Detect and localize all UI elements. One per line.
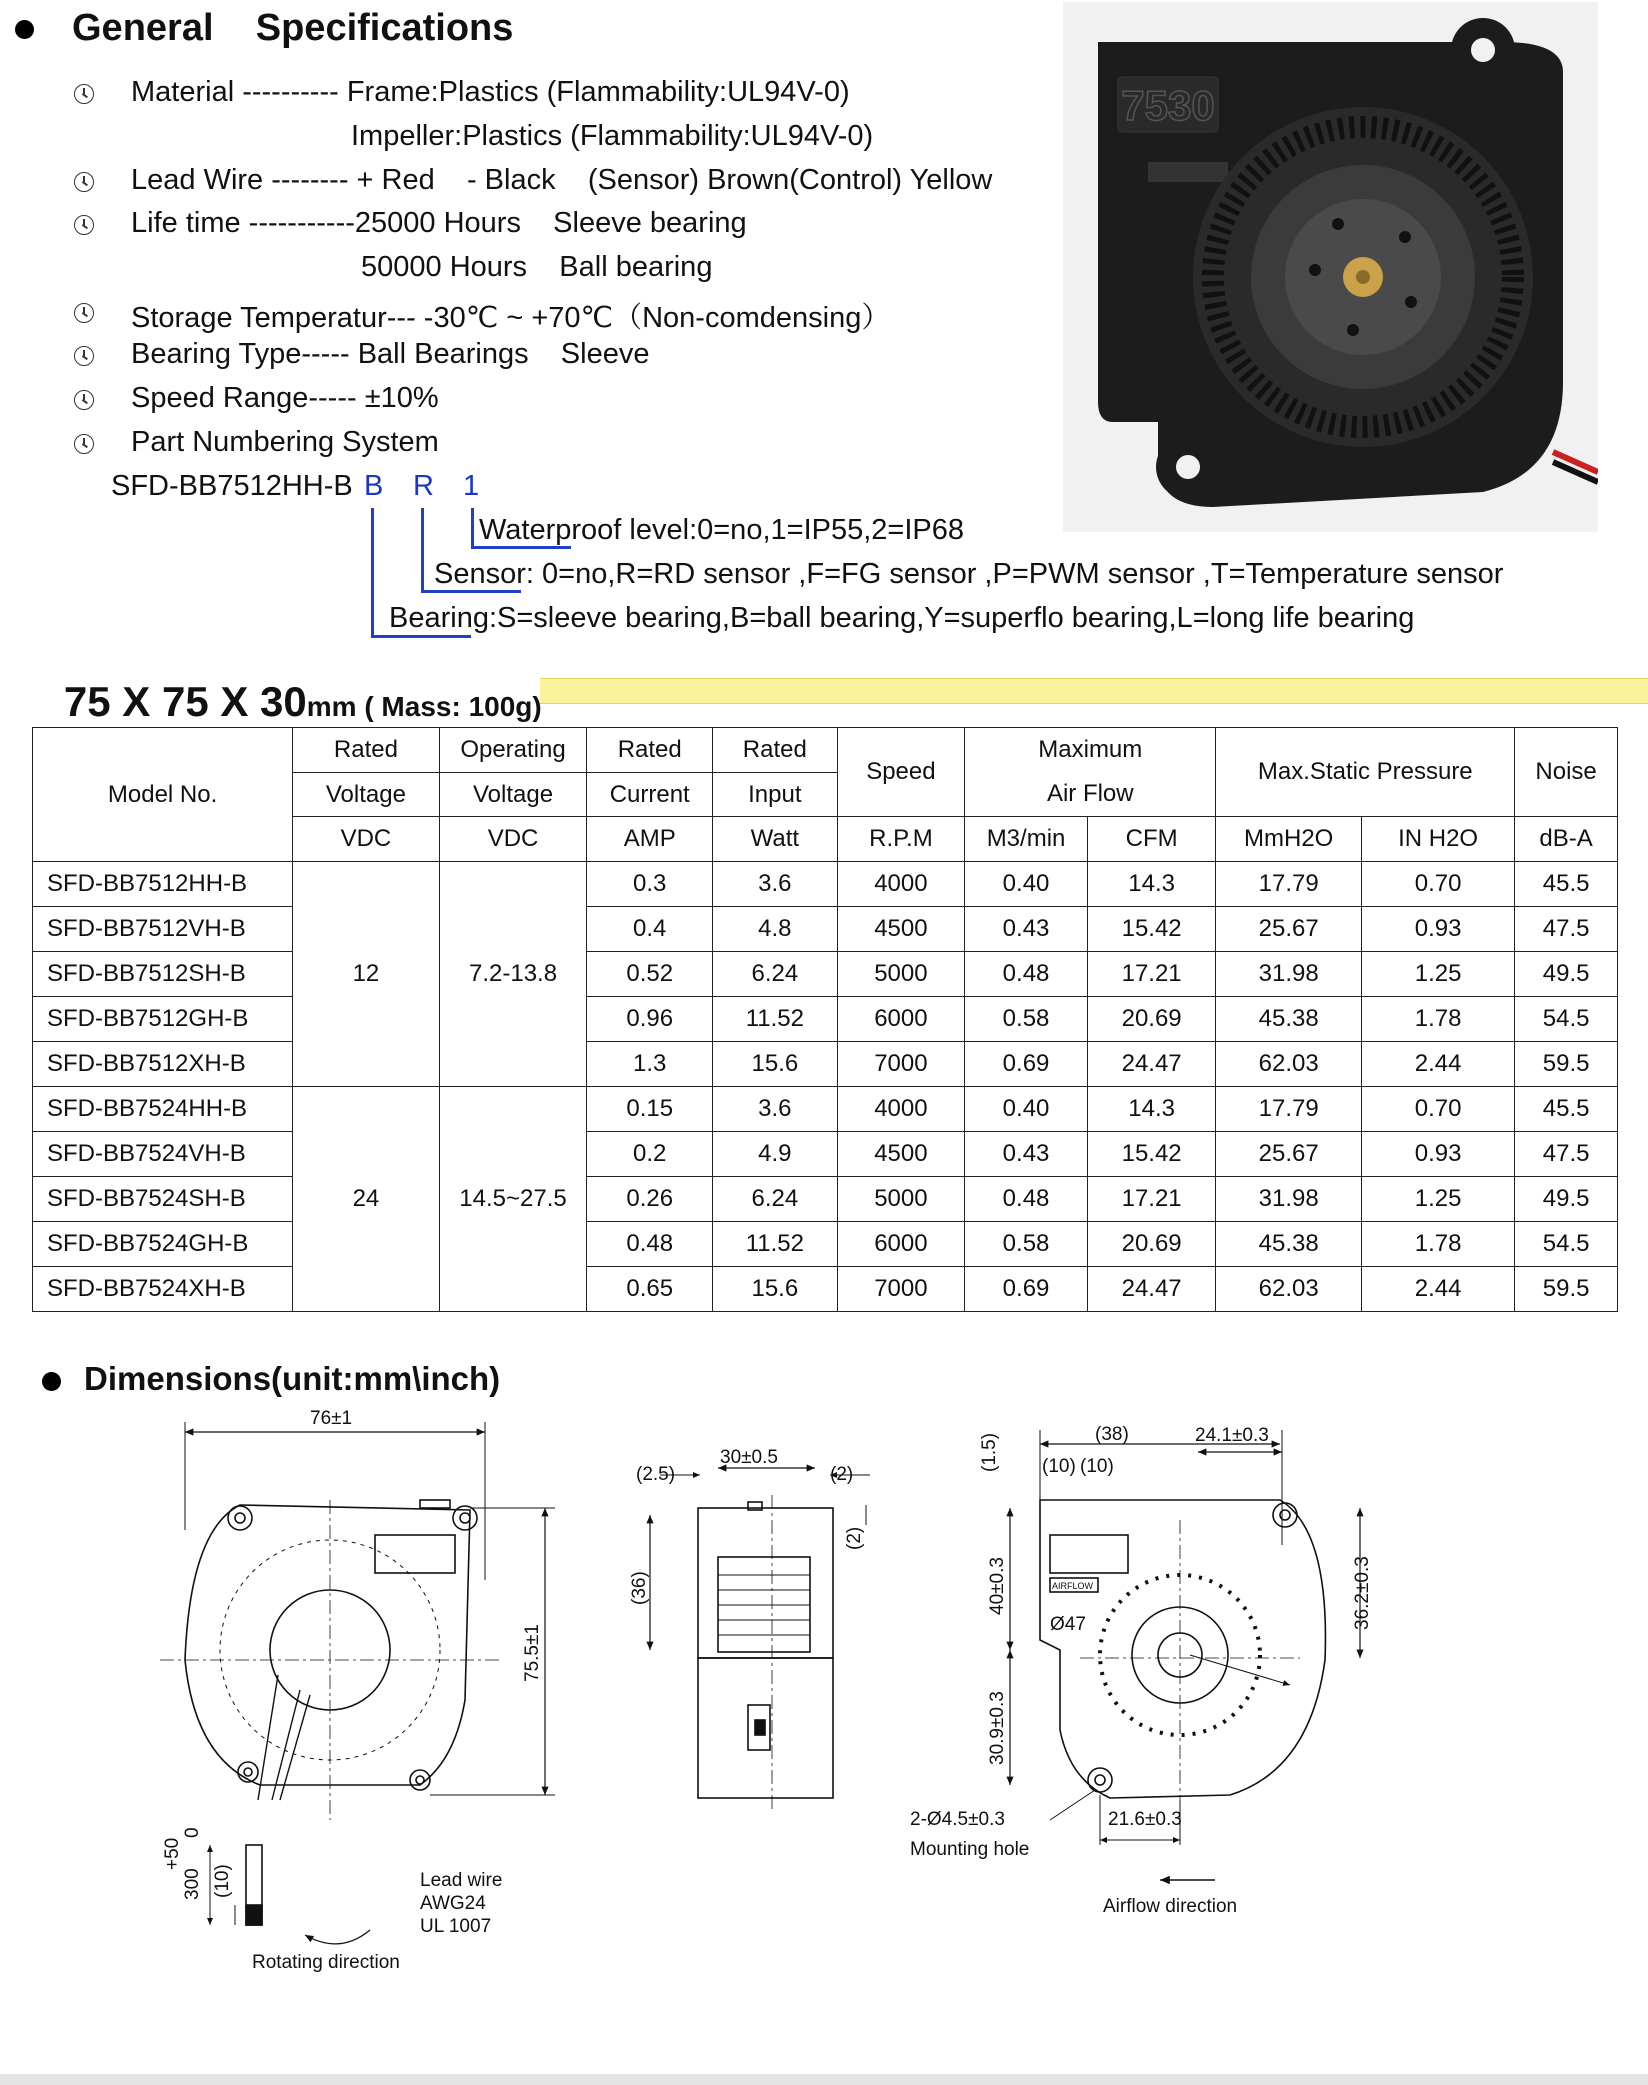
side-right-v: (2) bbox=[844, 1526, 865, 1550]
size-value: 75 X 75 X 30 bbox=[63, 678, 307, 725]
table-cell: 0.40 bbox=[965, 862, 1088, 907]
lead-wire-awg: AWG24 bbox=[420, 1893, 486, 1914]
dimension-drawings bbox=[0, 1400, 1648, 2000]
model-cell: SFD-BB7512HH-B bbox=[33, 862, 293, 907]
table-cell: 1.25 bbox=[1361, 1177, 1514, 1222]
table-cell: 2.44 bbox=[1361, 1267, 1514, 1312]
table-cell: 0.70 bbox=[1361, 1087, 1514, 1132]
table-cell: 6.24 bbox=[713, 952, 838, 997]
unit-cell: R.P.M bbox=[837, 817, 965, 862]
header-rated-current-1: Rated bbox=[587, 728, 713, 773]
table-cell: 14.3 bbox=[1087, 862, 1216, 907]
size-highlight-bar bbox=[540, 678, 1648, 704]
model-cell: SFD-BB7512VH-B bbox=[33, 907, 293, 952]
table-cell: 25.67 bbox=[1216, 907, 1362, 952]
back-v40: 40±0.3 bbox=[987, 1557, 1008, 1615]
spec-material: Material ---------- Frame:Plastics (Flammability:UL94V-0) bbox=[131, 76, 850, 108]
table-cell: 0.93 bbox=[1361, 1132, 1514, 1177]
dimensions-bullet bbox=[42, 1372, 61, 1391]
table-row bbox=[33, 1222, 1618, 1267]
back-w216: 21.6±0.3 bbox=[1108, 1809, 1182, 1830]
table-cell: 15.6 bbox=[713, 1267, 838, 1312]
table-cell: 20.69 bbox=[1087, 997, 1216, 1042]
table-cell: 25.67 bbox=[1216, 1132, 1362, 1177]
header-max-static: Max.Static Pressure bbox=[1216, 728, 1515, 817]
size-unit: mm bbox=[306, 691, 357, 722]
table-cell: 0.26 bbox=[587, 1177, 713, 1222]
table-row bbox=[33, 1042, 1618, 1087]
part-code-sensor: R bbox=[413, 470, 434, 502]
table-row bbox=[33, 907, 1618, 952]
lead-wire-ul: UL 1007 bbox=[420, 1916, 492, 1937]
table-cell: 4500 bbox=[837, 907, 965, 952]
back-v362: 36.2±0.3 bbox=[1352, 1556, 1373, 1630]
unit-cell: AMP bbox=[587, 817, 713, 862]
header-operating-voltage-1: Operating bbox=[439, 728, 587, 773]
front-height-dim: 75.5±1 bbox=[522, 1624, 543, 1682]
unit-cell: VDC bbox=[439, 817, 587, 862]
table-cell: 1.25 bbox=[1361, 952, 1514, 997]
section-bullet bbox=[15, 20, 34, 39]
back-v309: 30.9±0.3 bbox=[987, 1691, 1008, 1765]
table-cell: 47.5 bbox=[1515, 1132, 1618, 1177]
spec-bullet-icon bbox=[74, 303, 94, 323]
table-cell: 5000 bbox=[837, 952, 965, 997]
spec-bullet-icon bbox=[74, 172, 94, 192]
spec-table bbox=[32, 727, 1618, 1312]
table-cell: 0.3 bbox=[587, 862, 713, 907]
table-cell: 15.42 bbox=[1087, 1132, 1216, 1177]
table-cell: 17.79 bbox=[1216, 1087, 1362, 1132]
table-cell: 17.21 bbox=[1087, 952, 1216, 997]
page-footer-band bbox=[0, 2074, 1648, 2085]
table-cell: 0.69 bbox=[965, 1042, 1088, 1087]
header-noise: Noise bbox=[1515, 728, 1618, 817]
bracket-waterproof bbox=[471, 508, 474, 548]
spec-storage-temp: Storage Temperatur--- -30℃ ~ +70℃（Non-comdensing） bbox=[131, 302, 891, 334]
table-cell: 4.8 bbox=[713, 907, 838, 952]
table-cell: 31.98 bbox=[1216, 1177, 1362, 1222]
table-cell: 0.48 bbox=[965, 1177, 1088, 1222]
model-cell: SFD-BB7512GH-B bbox=[33, 997, 293, 1042]
table-cell: 1.3 bbox=[587, 1042, 713, 1087]
table-cell: 0.48 bbox=[587, 1222, 713, 1267]
header-speed: Speed bbox=[837, 728, 965, 817]
unit-cell: dB-A bbox=[1515, 817, 1618, 862]
table-cell: 1.78 bbox=[1361, 997, 1514, 1042]
lead-length-dim: 300 bbox=[182, 1868, 203, 1900]
table-cell: 0.43 bbox=[965, 1132, 1088, 1177]
table-cell: 0.69 bbox=[965, 1267, 1088, 1312]
table-cell: 15.6 bbox=[713, 1042, 838, 1087]
mounting-holes-dim: 2-Ø4.5±0.3 bbox=[910, 1809, 1005, 1830]
table-cell: 45.5 bbox=[1515, 1087, 1618, 1132]
bracket-bearing bbox=[371, 508, 374, 638]
operating-voltage-cell: 14.5~27.5 bbox=[439, 1087, 587, 1312]
lead-tol-plus: +50 bbox=[162, 1837, 183, 1870]
table-cell: 20.69 bbox=[1087, 1222, 1216, 1267]
table-cell: 17.79 bbox=[1216, 862, 1362, 907]
table-cell: 4500 bbox=[837, 1132, 965, 1177]
header-rated-input-1: Rated bbox=[713, 728, 838, 773]
table-cell: 6.24 bbox=[713, 1177, 838, 1222]
part-number-base: SFD-BB7512HH-B bbox=[111, 470, 353, 502]
table-cell: 4000 bbox=[837, 1087, 965, 1132]
airflow-tag: AIRFLOW bbox=[1052, 1581, 1094, 1591]
table-cell: 0.65 bbox=[587, 1267, 713, 1312]
sensor-legend: Sensor: 0=no,R=RD sensor ,F=FG sensor ,P=PWM sensor ,T=Temperature sensor bbox=[434, 558, 1504, 590]
front-width-dim: 76±1 bbox=[310, 1408, 353, 1429]
part-code-bearing: B bbox=[364, 470, 384, 502]
table-cell: 0.2 bbox=[587, 1132, 713, 1177]
strip-length-dim: (10) bbox=[212, 1864, 233, 1898]
fan-model-label: 7530 bbox=[1121, 82, 1215, 129]
spec-life-time: Life time -----------25000 Hours Sleeve bearing bbox=[131, 207, 747, 239]
side-right-offset: (2) bbox=[830, 1464, 854, 1485]
table-cell: 54.5 bbox=[1515, 1222, 1618, 1267]
table-cell: 0.48 bbox=[965, 952, 1088, 997]
side-left-offset: (2.5) bbox=[636, 1464, 676, 1485]
table-cell: 62.03 bbox=[1216, 1042, 1362, 1087]
unit-cell: VDC bbox=[293, 817, 440, 862]
rotating-direction-label: Rotating direction bbox=[252, 1952, 400, 1973]
bracket-sensor bbox=[421, 508, 424, 593]
table-cell: 0.58 bbox=[965, 997, 1088, 1042]
table-cell: 17.21 bbox=[1087, 1177, 1216, 1222]
table-cell: 45.38 bbox=[1216, 1222, 1362, 1267]
table-row bbox=[33, 1267, 1618, 1312]
table-cell: 45.38 bbox=[1216, 997, 1362, 1042]
mounting-hole-label: Mounting hole bbox=[910, 1839, 1030, 1860]
fan-photo bbox=[1063, 2, 1598, 532]
general-specs-title: General Specifications bbox=[72, 7, 514, 49]
table-cell: 0.4 bbox=[587, 907, 713, 952]
spec-bullet-icon bbox=[74, 346, 94, 366]
table-cell: 3.6 bbox=[713, 1087, 838, 1132]
mass-value: ( Mass: 100g) bbox=[356, 691, 542, 722]
table-cell: 24.47 bbox=[1087, 1267, 1216, 1312]
table-cell: 1.78 bbox=[1361, 1222, 1514, 1267]
lead-wire-label: Lead wire bbox=[420, 1870, 503, 1891]
model-cell: SFD-BB7524SH-B bbox=[33, 1177, 293, 1222]
unit-cell: IN H2O bbox=[1361, 817, 1514, 862]
part-code-waterproof: 1 bbox=[463, 470, 480, 502]
header-rated-input-2: Input bbox=[713, 773, 838, 817]
lead-tol-zero: 0 bbox=[182, 1827, 203, 1838]
header-model: Model No. bbox=[33, 728, 293, 862]
unit-cell: Watt bbox=[713, 817, 838, 862]
spec-bullet-icon bbox=[74, 215, 94, 235]
operating-voltage-cell: 7.2-13.8 bbox=[439, 862, 587, 1087]
table-cell: 59.5 bbox=[1515, 1042, 1618, 1087]
table-row bbox=[33, 952, 1618, 997]
table-cell: 5000 bbox=[837, 1177, 965, 1222]
table-cell: 11.52 bbox=[713, 997, 838, 1042]
model-cell: SFD-BB7524XH-B bbox=[33, 1267, 293, 1312]
waterproof-legend: Waterproof level:0=no,1=IP55,2=IP68 bbox=[479, 514, 964, 546]
model-cell: SFD-BB7512SH-B bbox=[33, 952, 293, 997]
table-row bbox=[33, 1087, 1618, 1132]
table-cell: 0.15 bbox=[587, 1087, 713, 1132]
header-operating-voltage-2: Voltage bbox=[439, 773, 587, 817]
side-height-dim: (36) bbox=[629, 1571, 650, 1605]
table-row bbox=[33, 1132, 1618, 1177]
table-cell: 54.5 bbox=[1515, 997, 1618, 1042]
table-cell: 49.5 bbox=[1515, 1177, 1618, 1222]
header-rated-voltage-1: Rated bbox=[293, 728, 440, 773]
table-row bbox=[33, 997, 1618, 1042]
table-cell: 4000 bbox=[837, 862, 965, 907]
table-cell: 3.6 bbox=[713, 862, 838, 907]
table-cell: 2.44 bbox=[1361, 1042, 1514, 1087]
side-thickness-dim: 30±0.5 bbox=[720, 1447, 778, 1468]
back-dia47: Ø47 bbox=[1050, 1614, 1086, 1635]
spec-bullet-icon bbox=[74, 390, 94, 410]
table-cell: 14.3 bbox=[1087, 1087, 1216, 1132]
spec-lead-wire: Lead Wire -------- + Red - Black (Sensor) Brown(Control) Yellow bbox=[131, 164, 993, 196]
unit-cell: M3/min bbox=[965, 817, 1088, 862]
back-top-38: (38) bbox=[1095, 1424, 1129, 1445]
model-cell: SFD-BB7512XH-B bbox=[33, 1042, 293, 1087]
table-cell: 59.5 bbox=[1515, 1267, 1618, 1312]
model-cell: SFD-BB7524GH-B bbox=[33, 1222, 293, 1267]
table-cell: 11.52 bbox=[713, 1222, 838, 1267]
back-ten-1: (10) bbox=[1042, 1456, 1076, 1477]
table-cell: 0.93 bbox=[1361, 907, 1514, 952]
table-cell: 15.42 bbox=[1087, 907, 1216, 952]
table-cell: 24.47 bbox=[1087, 1042, 1216, 1087]
table-cell: 7000 bbox=[837, 1267, 965, 1312]
airflow-direction-label: Airflow direction bbox=[1103, 1896, 1238, 1917]
unit-cell: CFM bbox=[1087, 817, 1216, 862]
header-max-air-flow-2: Air Flow bbox=[965, 773, 1216, 817]
table-cell: 7000 bbox=[837, 1042, 965, 1087]
table-cell: 47.5 bbox=[1515, 907, 1618, 952]
table-cell: 6000 bbox=[837, 997, 965, 1042]
dimensions-title: Dimensions(unit:mm\inch) bbox=[84, 1360, 501, 1397]
rated-voltage-cell: 24 bbox=[293, 1087, 440, 1312]
table-row bbox=[33, 1177, 1618, 1222]
table-cell: 49.5 bbox=[1515, 952, 1618, 997]
table-cell: 0.58 bbox=[965, 1222, 1088, 1267]
spec-bullet-icon bbox=[74, 434, 94, 454]
table-row bbox=[33, 862, 1618, 907]
table-cell: 0.52 bbox=[587, 952, 713, 997]
model-cell: SFD-BB7524HH-B bbox=[33, 1087, 293, 1132]
table-cell: 62.03 bbox=[1216, 1267, 1362, 1312]
spec-speed-range: Speed Range----- ±10% bbox=[131, 382, 439, 414]
header-max-air-flow-1: Maximum bbox=[965, 728, 1216, 773]
rated-voltage-cell: 12 bbox=[293, 862, 440, 1087]
back-v15: (1.5) bbox=[979, 1432, 1000, 1472]
table-cell: 0.43 bbox=[965, 907, 1088, 952]
spec-part-numbering: Part Numbering System bbox=[131, 426, 439, 458]
back-width-241: 24.1±0.3 bbox=[1195, 1425, 1269, 1446]
header-rated-current-2: Current bbox=[587, 773, 713, 817]
table-cell: 4.9 bbox=[713, 1132, 838, 1177]
table-cell: 31.98 bbox=[1216, 952, 1362, 997]
table-cell: 6000 bbox=[837, 1222, 965, 1267]
spec-bearing-type: Bearing Type----- Ball Bearings Sleeve bbox=[131, 338, 650, 370]
table-cell: 0.40 bbox=[965, 1087, 1088, 1132]
model-cell: SFD-BB7524VH-B bbox=[33, 1132, 293, 1177]
unit-cell: MmH2O bbox=[1216, 817, 1362, 862]
back-ten-2: (10) bbox=[1080, 1456, 1114, 1477]
spec-material-impeller: Impeller:Plastics (Flammability:UL94V-0) bbox=[351, 120, 874, 152]
bracket-bearing-h bbox=[371, 635, 471, 638]
size-heading bbox=[55, 660, 542, 726]
spec-life-time-ball: 50000 Hours Ball bearing bbox=[361, 251, 713, 283]
spec-bullet-icon bbox=[74, 84, 94, 104]
bearing-legend: Bearing:S=sleeve bearing,B=ball bearing,Y=superflo bearing,L=long life bearing bbox=[389, 602, 1415, 634]
table-cell: 45.5 bbox=[1515, 862, 1618, 907]
header-rated-voltage-2: Voltage bbox=[293, 773, 440, 817]
table-cell: 0.96 bbox=[587, 997, 713, 1042]
table-cell: 0.70 bbox=[1361, 862, 1514, 907]
